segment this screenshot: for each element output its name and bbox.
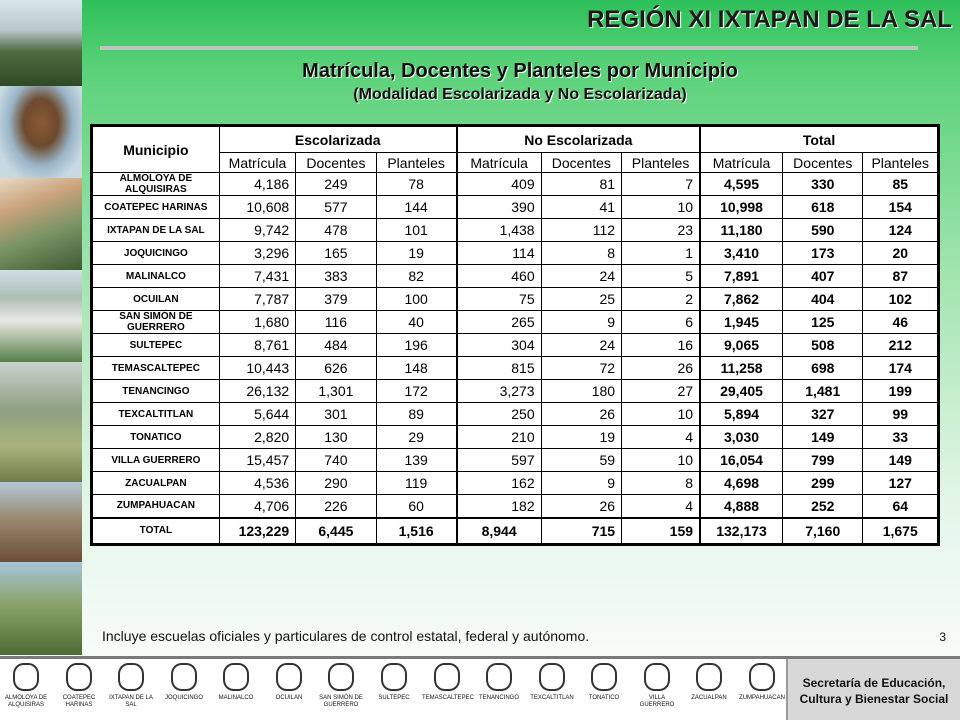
table-cell: 16 xyxy=(622,334,700,357)
page-title: Matrícula, Docentes y Planteles por Municipio xyxy=(302,60,738,82)
table-cell: 1 xyxy=(622,242,700,265)
table-cell: 196 xyxy=(376,334,456,357)
table-row xyxy=(93,472,938,495)
table-cell: 2,820 xyxy=(219,426,295,449)
table-cell: 124 xyxy=(863,219,938,242)
table-cell: 618 xyxy=(783,196,863,219)
plaza-photo xyxy=(0,270,82,362)
table-cell: 715 xyxy=(541,518,621,544)
table-row xyxy=(93,403,938,426)
table-cell: 1,945 xyxy=(700,311,782,334)
photo-strip xyxy=(0,0,82,655)
municipio-cell: OCUILAN xyxy=(93,288,220,311)
municipio-cell: TOTAL xyxy=(93,518,220,544)
logo-label: TEXCALTITLAN xyxy=(530,695,574,701)
table-cell: 815 xyxy=(457,357,541,380)
table-cell: 89 xyxy=(376,403,456,426)
table-cell: 407 xyxy=(783,265,863,288)
table-cell: 72 xyxy=(541,357,621,380)
table-cell: 8,944 xyxy=(457,518,541,544)
table-cell: 11,258 xyxy=(700,357,782,380)
logo-label: OCUILAN xyxy=(275,695,303,701)
table-cell: 27 xyxy=(622,380,700,403)
table-cell: 26 xyxy=(541,495,621,518)
table-cell: 144 xyxy=(376,196,456,219)
table-cell: 2 xyxy=(622,288,700,311)
glyph-icon xyxy=(539,663,565,691)
table-cell: 64 xyxy=(863,495,938,518)
municipio-cell: TONATICO xyxy=(93,426,220,449)
table-cell: 162 xyxy=(457,472,541,495)
logo-label: SAN SIMÓN DE GUERRERO xyxy=(319,695,363,708)
group-header-no-escolarizada: No Escolarizada xyxy=(457,127,700,153)
table-cell: 10 xyxy=(622,449,700,472)
logo-label: IXTAPAN DE LA SAL xyxy=(109,695,153,708)
table-cell: 4,888 xyxy=(700,495,782,518)
table-cell: 249 xyxy=(296,173,376,196)
municipio-cell: JOQUICINGO xyxy=(93,242,220,265)
footer-bar xyxy=(0,656,960,720)
table-cell: 1,481 xyxy=(783,380,863,403)
group-header-escolarizada: Escolarizada xyxy=(219,127,456,153)
glyph-icon xyxy=(66,663,92,691)
mountain-photo xyxy=(0,86,82,178)
table-cell: 148 xyxy=(376,357,456,380)
table-cell: 3,410 xyxy=(700,242,782,265)
table-cell: 59 xyxy=(541,449,621,472)
table-cell: 10 xyxy=(622,196,700,219)
table-row xyxy=(93,426,938,449)
table-cell: 265 xyxy=(457,311,541,334)
table-cell: 5 xyxy=(622,265,700,288)
table-cell: 330 xyxy=(783,173,863,196)
table-cell: 26 xyxy=(541,403,621,426)
table-cell: 172 xyxy=(376,380,456,403)
municipio-glyph-logo xyxy=(474,663,524,702)
group-header-total: Total xyxy=(700,127,937,153)
table-cell: 3,030 xyxy=(700,426,782,449)
table-cell: 6,445 xyxy=(296,518,376,544)
hills-photo xyxy=(0,482,82,562)
logo-label: COATEPEC HARINAS xyxy=(62,695,96,708)
subheader-docentes: Docentes xyxy=(783,153,863,173)
subheader-planteles: Planteles xyxy=(863,153,938,173)
table-cell: 327 xyxy=(783,403,863,426)
glyph-icon xyxy=(328,663,354,691)
table-cell: 226 xyxy=(296,495,376,518)
logo-label: TONATICO xyxy=(588,695,620,701)
subheader-matricula: Matrícula xyxy=(457,153,541,173)
table-cell: 29,405 xyxy=(700,380,782,403)
table-cell: 174 xyxy=(863,357,938,380)
table-cell: 24 xyxy=(541,265,621,288)
table-cell: 1,675 xyxy=(863,518,938,544)
table-cell: 26 xyxy=(622,357,700,380)
subheader-docentes: Docentes xyxy=(541,153,621,173)
table-body xyxy=(93,173,938,544)
table-row xyxy=(93,219,938,242)
table-cell: 19 xyxy=(541,426,621,449)
glyph-icon xyxy=(591,663,617,691)
glyph-icon xyxy=(434,663,460,691)
table-cell: 24 xyxy=(541,334,621,357)
logo-label: ZACUALPAN xyxy=(691,695,727,701)
table-row xyxy=(93,334,938,357)
table-cell: 626 xyxy=(296,357,376,380)
municipio-cell: SAN SIMÓN DE GUERRERO xyxy=(93,311,220,334)
table-cell: 250 xyxy=(457,403,541,426)
table-cell: 25 xyxy=(541,288,621,311)
region-title: REGIÓN XI IXTAPAN DE LA SAL xyxy=(587,6,952,33)
table-cell: 1,516 xyxy=(376,518,456,544)
table-cell: 7,891 xyxy=(700,265,782,288)
table-total-row xyxy=(93,518,938,544)
table-cell: 4,698 xyxy=(700,472,782,495)
municipio-cell: ALMOLOYA DE ALQUISIRAS xyxy=(93,173,220,196)
table-cell: 4,536 xyxy=(219,472,295,495)
table-cell: 597 xyxy=(457,449,541,472)
table-cell: 4,186 xyxy=(219,173,295,196)
agency-line-1: Secretaría de Educación, xyxy=(802,676,946,690)
glyph-icon xyxy=(696,663,722,691)
table-cell: 8 xyxy=(622,472,700,495)
table-cell: 383 xyxy=(296,265,376,288)
table-cell: 149 xyxy=(863,449,938,472)
table-cell: 5,644 xyxy=(219,403,295,426)
table-cell: 9 xyxy=(541,472,621,495)
municipio-cell: SULTEPEC xyxy=(93,334,220,357)
table-cell: 379 xyxy=(296,288,376,311)
table-cell: 577 xyxy=(296,196,376,219)
logo-label: ALMOLOYA DE ALQUISIRAS xyxy=(4,695,48,708)
table-cell: 75 xyxy=(457,288,541,311)
municipio-logos xyxy=(0,659,788,720)
table-cell: 7,160 xyxy=(783,518,863,544)
municipio-glyph-logo xyxy=(316,663,366,709)
glyph-icon xyxy=(13,663,39,691)
subheader-docentes: Docentes xyxy=(296,153,376,173)
glyph-icon xyxy=(749,663,775,691)
table-cell: 20 xyxy=(863,242,938,265)
table-row xyxy=(93,265,938,288)
table-cell: 10,443 xyxy=(219,357,295,380)
table-cell: 81 xyxy=(541,173,621,196)
table-cell: 26,132 xyxy=(219,380,295,403)
table-cell: 100 xyxy=(376,288,456,311)
glyph-icon xyxy=(381,663,407,691)
table-cell: 125 xyxy=(783,311,863,334)
table-cell: 130 xyxy=(296,426,376,449)
table-cell: 4,706 xyxy=(219,495,295,518)
page-number: 3 xyxy=(939,630,946,644)
table-cell: 132,173 xyxy=(700,518,782,544)
table-cell: 139 xyxy=(376,449,456,472)
table-cell: 4 xyxy=(622,426,700,449)
municipio-glyph-logo xyxy=(684,663,734,702)
table-cell: 46 xyxy=(863,311,938,334)
table-cell: 478 xyxy=(296,219,376,242)
municipio-cell: ZUMPAHUACAN xyxy=(93,495,220,518)
municipio-cell: TEMASCALTEPEC xyxy=(93,357,220,380)
table-cell: 19 xyxy=(376,242,456,265)
table-cell: 78 xyxy=(376,173,456,196)
peak-photo xyxy=(0,562,82,655)
municipio-cell: IXTAPAN DE LA SAL xyxy=(93,219,220,242)
logo-label: JOQUICINGO xyxy=(164,695,203,701)
table-cell: 390 xyxy=(457,196,541,219)
table-cell: 40 xyxy=(376,311,456,334)
table-cell: 212 xyxy=(863,334,938,357)
municipio-header: Municipio xyxy=(93,127,220,173)
table-cell: 33 xyxy=(863,426,938,449)
table-cell: 7,862 xyxy=(700,288,782,311)
municipio-glyph-logo xyxy=(369,663,419,702)
table-cell: 210 xyxy=(457,426,541,449)
page-subtitle: (Modalidad Escolarizada y No Escolarizada) xyxy=(353,86,687,103)
table-cell: 173 xyxy=(783,242,863,265)
municipio-cell: MALINALCO xyxy=(93,265,220,288)
table-cell: 799 xyxy=(783,449,863,472)
municipio-cell: TENANCINGO xyxy=(93,380,220,403)
table-cell: 127 xyxy=(863,472,938,495)
header-divider xyxy=(100,46,918,50)
table-cell: 85 xyxy=(863,173,938,196)
table-cell: 10,998 xyxy=(700,196,782,219)
table-cell: 4 xyxy=(622,495,700,518)
table-cell: 29 xyxy=(376,426,456,449)
municipio-glyph-logo xyxy=(159,663,209,702)
table-cell: 301 xyxy=(296,403,376,426)
municipio-glyph-logo xyxy=(264,663,314,702)
table-cell: 6 xyxy=(622,311,700,334)
municipio-glyph-logo xyxy=(54,663,104,709)
valley-photo xyxy=(0,362,82,482)
table-cell: 199 xyxy=(863,380,938,403)
municipio-glyph-logo xyxy=(632,663,682,709)
glyph-icon xyxy=(486,663,512,691)
logo-label: MALINALCO xyxy=(218,695,254,701)
table-cell: 290 xyxy=(296,472,376,495)
table-cell: 99 xyxy=(863,403,938,426)
footnote: Incluye escuelas oficiales y particulares de control estatal, federal y autónomo. xyxy=(102,628,590,644)
agency-label xyxy=(786,659,960,720)
logo-label: SULTEPEC xyxy=(378,695,410,701)
table-row xyxy=(93,311,938,334)
table-cell: 82 xyxy=(376,265,456,288)
municipio-glyph-logo xyxy=(422,663,472,702)
table-row xyxy=(93,242,938,265)
table-cell: 101 xyxy=(376,219,456,242)
municipio-glyph-logo xyxy=(527,663,577,702)
municipio-cell: COATEPEC HARINAS xyxy=(93,196,220,219)
table-cell: 3,273 xyxy=(457,380,541,403)
table-cell: 9,065 xyxy=(700,334,782,357)
table-cell: 590 xyxy=(783,219,863,242)
glyph-icon xyxy=(644,663,670,691)
table-cell: 304 xyxy=(457,334,541,357)
table-cell: 123,229 xyxy=(219,518,295,544)
table-row xyxy=(93,357,938,380)
municipio-glyph-logo xyxy=(737,663,787,702)
table-cell: 10 xyxy=(622,403,700,426)
table-cell: 102 xyxy=(863,288,938,311)
table-cell: 484 xyxy=(296,334,376,357)
subheader-matricula: Matrícula xyxy=(219,153,295,173)
table-row xyxy=(93,380,938,403)
table-cell: 9 xyxy=(541,311,621,334)
table-cell: 23 xyxy=(622,219,700,242)
table-cell: 9,742 xyxy=(219,219,295,242)
agency-line-2: Cultura y Bienestar Social xyxy=(799,692,949,706)
glyph-icon xyxy=(276,663,302,691)
table-cell: 508 xyxy=(783,334,863,357)
table-cell: 116 xyxy=(296,311,376,334)
municipio-glyph-logo xyxy=(106,663,156,709)
table-cell: 404 xyxy=(783,288,863,311)
logo-label: ZUMPAHUACAN xyxy=(739,695,785,701)
table-cell: 8 xyxy=(541,242,621,265)
table-cell: 60 xyxy=(376,495,456,518)
glyph-icon xyxy=(118,663,144,691)
table-cell: 16,054 xyxy=(700,449,782,472)
table-row xyxy=(93,288,938,311)
table-cell: 1,680 xyxy=(219,311,295,334)
table-cell: 149 xyxy=(783,426,863,449)
municipio-cell: ZACUALPAN xyxy=(93,472,220,495)
logo-label: TEMASCALTEPEC xyxy=(422,695,474,701)
table-cell: 41 xyxy=(541,196,621,219)
table-cell: 409 xyxy=(457,173,541,196)
table-cell: 5,894 xyxy=(700,403,782,426)
table-row xyxy=(93,449,938,472)
logo-label: VILLA GUERRERO xyxy=(639,695,675,708)
municipio-cell: TEXCALTITLAN xyxy=(93,403,220,426)
church-photo xyxy=(0,178,82,270)
table-row xyxy=(93,196,938,219)
table-cell: 7,431 xyxy=(219,265,295,288)
landscape-photo xyxy=(0,0,82,86)
table-cell: 112 xyxy=(541,219,621,242)
table-cell: 740 xyxy=(296,449,376,472)
table-cell: 7,787 xyxy=(219,288,295,311)
table-cell: 3,296 xyxy=(219,242,295,265)
municipio-glyph-logo xyxy=(1,663,51,709)
table-cell: 159 xyxy=(622,518,700,544)
subheader-planteles: Planteles xyxy=(376,153,456,173)
table-cell: 154 xyxy=(863,196,938,219)
table-cell: 114 xyxy=(457,242,541,265)
table-cell: 165 xyxy=(296,242,376,265)
table-cell: 10,608 xyxy=(219,196,295,219)
table-cell: 1,301 xyxy=(296,380,376,403)
table-cell: 460 xyxy=(457,265,541,288)
table-cell: 698 xyxy=(783,357,863,380)
glyph-icon xyxy=(171,663,197,691)
table-cell: 8,761 xyxy=(219,334,295,357)
table-cell: 15,457 xyxy=(219,449,295,472)
table-cell: 119 xyxy=(376,472,456,495)
table-cell: 299 xyxy=(783,472,863,495)
table-row xyxy=(93,495,938,518)
table-cell: 87 xyxy=(863,265,938,288)
table-cell: 4,595 xyxy=(700,173,782,196)
table-cell: 252 xyxy=(783,495,863,518)
table-cell: 180 xyxy=(541,380,621,403)
logo-label: TENANCINGO xyxy=(478,695,519,701)
municipio-glyph-logo xyxy=(579,663,629,702)
municipio-glyph-logo xyxy=(211,663,261,702)
table-cell: 11,180 xyxy=(700,219,782,242)
table-row xyxy=(93,173,938,196)
subheader-planteles: Planteles xyxy=(622,153,700,173)
table-cell: 7 xyxy=(622,173,700,196)
table-cell: 1,438 xyxy=(457,219,541,242)
data-table xyxy=(90,124,940,546)
subheader-matricula: Matrícula xyxy=(700,153,782,173)
glyph-icon xyxy=(223,663,249,691)
table-cell: 182 xyxy=(457,495,541,518)
municipio-cell: VILLA GUERRERO xyxy=(93,449,220,472)
